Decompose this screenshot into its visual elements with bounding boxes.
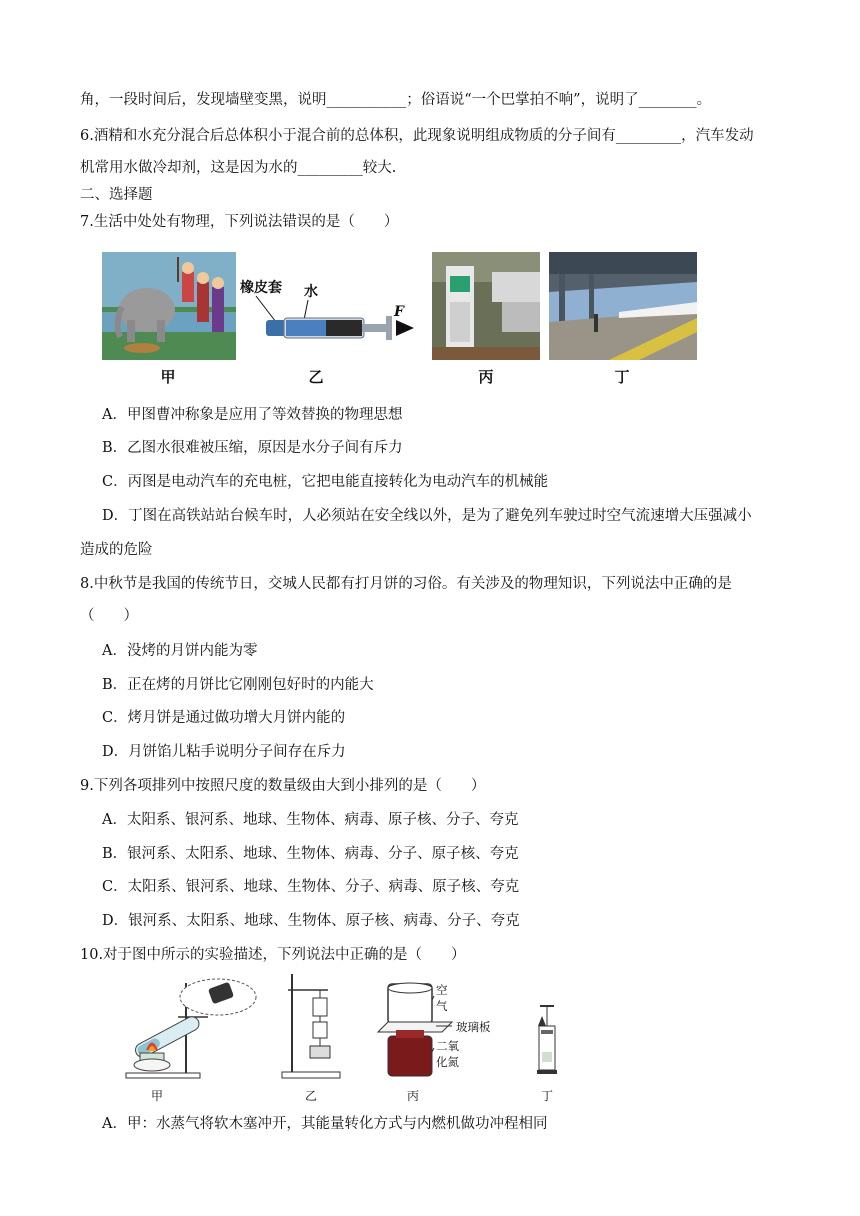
figure-10-caption-yi: 乙 xyxy=(304,1089,317,1103)
syringe-image xyxy=(236,270,416,360)
figure-10-caption-bing: 丙 xyxy=(406,1089,419,1103)
question-8-option-b: B．正在烤的月饼比它刚刚包好时的内能大 xyxy=(102,677,374,693)
question-7-option-c: C．丙图是电动汽车的充电桩，它把电能直接转化为电动汽车的机械能 xyxy=(102,474,549,490)
question-8-stem-line2: （ ） xyxy=(80,608,138,624)
figure-7-caption-ding: 丁 xyxy=(614,368,630,386)
air-label-2: 气 xyxy=(436,999,448,1013)
text-line: 角，一段时间后，发现墙壁变黑，说明___________；俗语说“一个巴掌拍不响”，说明了________。 xyxy=(80,92,712,108)
question-7-option-d-line1: D．丁图在高铁站站台候车时，人必须站在安全线以外，是为了避免列车驶过时空气流速增大压强减小 xyxy=(102,508,752,524)
figure-7-caption-bing: 丙 xyxy=(478,368,494,386)
figure-7-caption-yi: 乙 xyxy=(308,368,324,386)
question-9-stem: 9.下列各项排列中按照尺度的数量级由大到小排列的是（ ） xyxy=(80,778,486,794)
no2-label-1: 二氧 xyxy=(436,1039,459,1053)
glass-plate-label: 玻璃板 xyxy=(456,1020,491,1034)
charging-pile-image xyxy=(432,252,540,360)
question-7-option-d-line2: 造成的危险 xyxy=(80,542,153,558)
figure-7-caption-jia: 甲 xyxy=(160,368,176,386)
force-label: F xyxy=(394,304,404,320)
no2-label-2: 化氮 xyxy=(436,1055,459,1069)
section-heading: 二、选择题 xyxy=(80,187,153,203)
question-7-option-b: B．乙图水很难被压缩，原因是水分子间有斥力 xyxy=(102,440,403,456)
question-8-option-c: C．烤月饼是通过做功增大月饼内能的 xyxy=(102,710,346,726)
question-10-stem: 10.对于图中所示的实验描述，下列说法中正确的是（ ） xyxy=(80,947,466,963)
test-tube-heating-diagram xyxy=(118,975,268,1080)
question-7-option-a: A．甲图曹冲称象是应用了等效替换的物理思想 xyxy=(102,407,403,423)
question-7-stem: 7.生活中处处有物理，下列说法错误的是（ ） xyxy=(80,214,399,230)
rubber-cap-label: 橡皮套 xyxy=(240,280,282,296)
question-8-option-a: A．没烤的月饼内能为零 xyxy=(102,643,258,659)
question-9-option-d: D．银河系、太阳系、地球、生物体、原子核、病毒、分子、夸克 xyxy=(102,913,520,929)
question-9-option-b: B．银河系、太阳系、地球、生物体、病毒、分子、原子核、夸克 xyxy=(102,846,519,862)
figure-10-caption-jia: 甲 xyxy=(150,1089,163,1103)
cao-chong-elephant-image xyxy=(102,252,236,360)
lead-blocks-diagram xyxy=(278,972,346,1080)
air-label-1: 空 xyxy=(436,983,448,997)
question-9-option-c: C．太阳系、银河系、地球、生物体、分子、病毒、原子核、夸克 xyxy=(102,879,520,895)
question-10-option-a: A．甲：水蒸气将软木塞冲开，其能量转化方式与内燃机做功冲程相同 xyxy=(102,1116,548,1132)
figure-10-caption-ding: 丁 xyxy=(540,1089,553,1103)
water-label: 水 xyxy=(304,284,318,300)
train-platform-image xyxy=(549,252,697,360)
question-6-line2: 机常用水做冷却剂，这是因为水的_________较大. xyxy=(80,160,397,176)
question-8-option-d: D．月饼馅儿粘手说明分子间存在斥力 xyxy=(102,744,346,760)
question-8-stem-line1: 8.中秋节是我国的传统节日，交城人民都有打月饼的习俗。有关涉及的物理知识，下列说法中正确的是 xyxy=(80,576,732,592)
question-9-option-a: A．太阳系、银河系、地球、生物体、病毒、原子核、分子、夸克 xyxy=(102,812,519,828)
question-6-line1: 6.酒精和水充分混合后总体积小于混合前的总体积，此现象说明组成物质的分子间有_________，汽车发动 xyxy=(80,128,754,144)
air-compression-diagram xyxy=(532,1002,560,1076)
